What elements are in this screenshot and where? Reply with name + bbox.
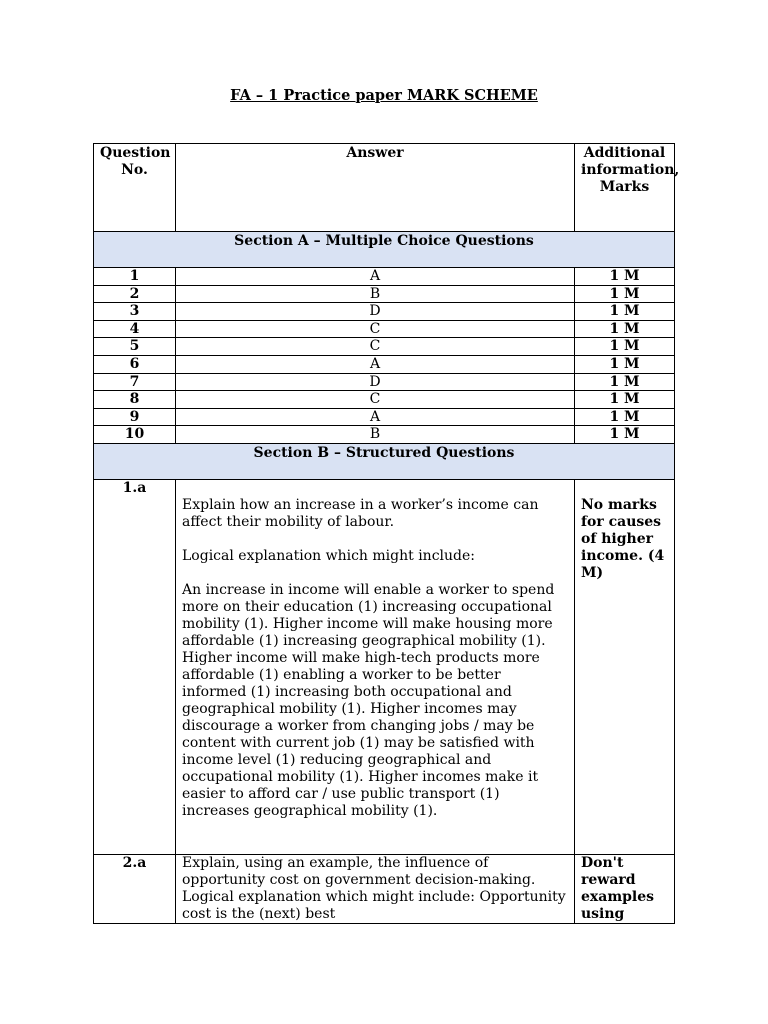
mcq-marks: 1 M [575,285,675,303]
header-additional: Additional information, Marks [575,144,675,232]
question-number: 1.a [94,479,176,854]
mcq-marks: 1 M [575,303,675,321]
answer-cell [176,479,575,854]
mcq-row [94,391,675,409]
mcq-answer: A [176,355,575,373]
mcq-question-number: 10 [94,426,176,444]
section-b-row [94,443,675,479]
mcq-row [94,338,675,356]
mcq-row [94,408,675,426]
answer-cell [176,854,575,923]
section-b-heading: Section B – Structured Questions [94,443,675,479]
mcq-question-number: 9 [94,408,176,426]
mcq-marks: 1 M [575,408,675,426]
header-answer: Answer [176,144,575,232]
mcq-answer: D [176,303,575,321]
mcq-answer: A [176,268,575,286]
mcq-row [94,268,675,286]
header-question: Question No. [94,144,176,232]
mcq-question-number: 6 [94,355,176,373]
answer-text: An increase in income will enable a worker to spend more on their education (1) increasing occupational mobility (1). Higher income will make housing more affordable (1) increasing geographical mobility (1). Higher income will make high-tech products more affordable (1) enabling a worker to be better informed (1) increasing both occupational and geographical mobility (1). Higher incomes may discourage a worker from changing jobs / may be content with current job (1) may be satisfied with income level (1) reducing geographical and occupational mobility (1). Higher incomes make it easier to afford car / use public transport (1) increases geographical mobility (1). [182,581,555,819]
mcq-answer: C [176,391,575,409]
mcq-question-number: 8 [94,391,176,409]
mcq-row [94,355,675,373]
section-a-row [94,232,675,268]
question-number: 2.a [94,854,176,923]
mcq-answer: B [176,426,575,444]
mcq-marks: 1 M [575,320,675,338]
additional-info: Don't reward examples using [575,854,675,923]
mcq-question-number: 2 [94,285,176,303]
mcq-question-number: 5 [94,338,176,356]
mcq-marks: 1 M [575,355,675,373]
mcq-marks: 1 M [575,426,675,444]
table-row [94,479,675,854]
mcq-marks: 1 M [575,373,675,391]
mcq-answer: D [176,373,575,391]
mcq-question-number: 7 [94,373,176,391]
mcq-row [94,285,675,303]
mark-scheme-table [93,143,680,924]
mcq-question-number: 4 [94,320,176,338]
question-text: Explain, using an example, the influence of opportunity cost on government decision-making. Logical explanation which might include: Opportunity cost is the (next) best [182,854,566,922]
section-a-heading: Section A – Multiple Choice Questions [94,232,675,268]
mcq-answer: A [176,408,575,426]
page-title: FA – 1 Practice paper MARK SCHEME [230,87,538,104]
mcq-question-number: 3 [94,303,176,321]
additional-info: No marks for causes of higher income. (4 M) [575,479,675,854]
mcq-question-number: 1 [94,268,176,286]
mcq-answer: C [176,338,575,356]
mcq-marks: 1 M [575,391,675,409]
mcq-answer: C [176,320,575,338]
question-text: Explain how an increase in a worker’s income can affect their mobility of labour. [182,496,539,530]
table-header-row [94,144,675,232]
mcq-rows [94,268,675,444]
mcq-answer: B [176,285,575,303]
mcq-row [94,426,675,444]
mcq-marks: 1 M [575,338,675,356]
mcq-row [94,320,675,338]
table-row [94,854,675,923]
mcq-marks: 1 M [575,268,675,286]
answer-intro: Logical explanation which might include: [182,547,475,564]
mcq-row [94,303,675,321]
mcq-row [94,373,675,391]
